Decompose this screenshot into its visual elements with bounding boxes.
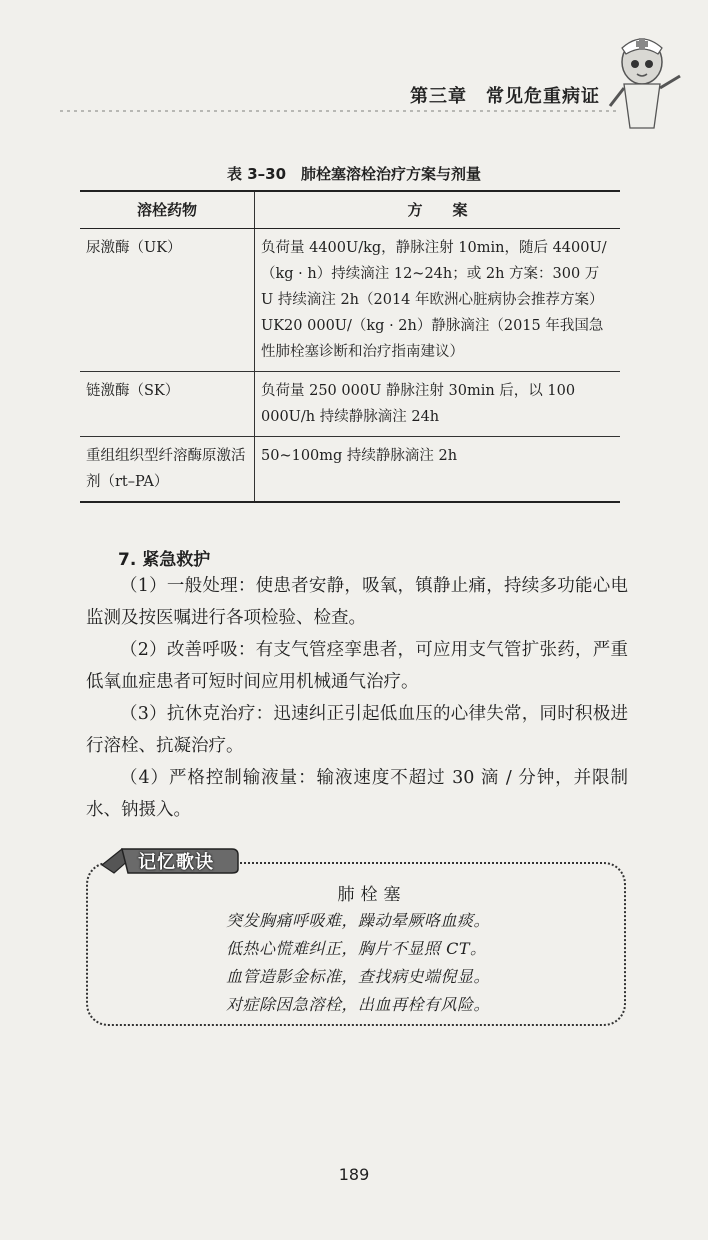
table-row (80, 372, 620, 437)
poem-line: 低热心慌难纠正，胸片不显照 CT。 (226, 939, 487, 958)
plan-text: 负荷量 250 000U 静脉注射 30min 后，以 100 000U/h 持续静脉滴注 24h (261, 383, 576, 425)
plan-cell (255, 229, 621, 372)
paragraph: （1）一般处理：使患者安静，吸氧，镇静止痛，持续多功能心电监测及按医嘱进行各项检验、检查。 (86, 576, 628, 628)
table-header-row (80, 191, 620, 229)
paragraph: （2）改善呼吸：有支气管痉挛患者，可应用支气管扩张药，严重低氧血症患者可短时间应用机械通气治疗。 (86, 640, 628, 692)
nurse-mascot-icon (600, 28, 690, 138)
mnemonic-tag-label: 记忆歌诀 (138, 852, 214, 873)
plan-text: 负荷量 4400U/kg，静脉注射 10min，随后 4400U/（kg · h）持续滴注 12~24h；或 2h 方案：300 万 U 持续滴注 2h（2014 年欧洲心脏病协会推荐方案） (261, 240, 607, 308)
drug-cell: 链激酶（SK） (80, 372, 255, 437)
thrombolysis-regimen-table (80, 190, 620, 503)
table-row (80, 437, 620, 503)
drug-cell: 重组组织型纤溶酶原激活剂（rt–PA） (80, 437, 255, 503)
table-caption: 表 3–30 肺栓塞溶栓治疗方案与剂量 (226, 165, 482, 183)
plan-cell (255, 437, 621, 503)
plan-text: UK20 000U/（kg · 2h）静脉滴注（2015 年我国急性肺栓塞诊断和治疗指南建议） (261, 318, 604, 360)
section-body (86, 570, 628, 826)
poem-line: 对症除因急溶栓，出血再栓有风险。 (226, 995, 491, 1014)
poem-line: 突发胸痛呼吸难，躁动晕厥咯血痰。 (226, 911, 491, 930)
paragraph: （4）严格控制输液量：输液速度不超过 30 滴 / 分钟，并限制水、钠摄入。 (86, 768, 628, 820)
poem-title: 肺栓塞 (337, 885, 407, 905)
chapter-title: 第三章 常见危重病证 (410, 86, 600, 107)
section-title: 7. 紧急救护 (118, 550, 211, 570)
plan-text: 50~100mg 持续静脉滴注 2h (261, 448, 458, 464)
poem-line: 血管造影金标准，查找病史端倪显。 (226, 967, 491, 986)
plan-cell (255, 372, 621, 437)
header-divider (60, 110, 620, 112)
column-header-plan: 方 案 (255, 191, 621, 229)
table-row (80, 229, 620, 372)
page-number: 189 (338, 1165, 370, 1184)
paragraph: （3）抗休克治疗：迅速纠正引起低血压的心律失常，同时积极进行溶栓、抗凝治疗。 (86, 704, 628, 756)
drug-cell: 尿激酶（UK） (80, 229, 255, 372)
column-header-drug: 溶栓药物 (80, 191, 255, 229)
